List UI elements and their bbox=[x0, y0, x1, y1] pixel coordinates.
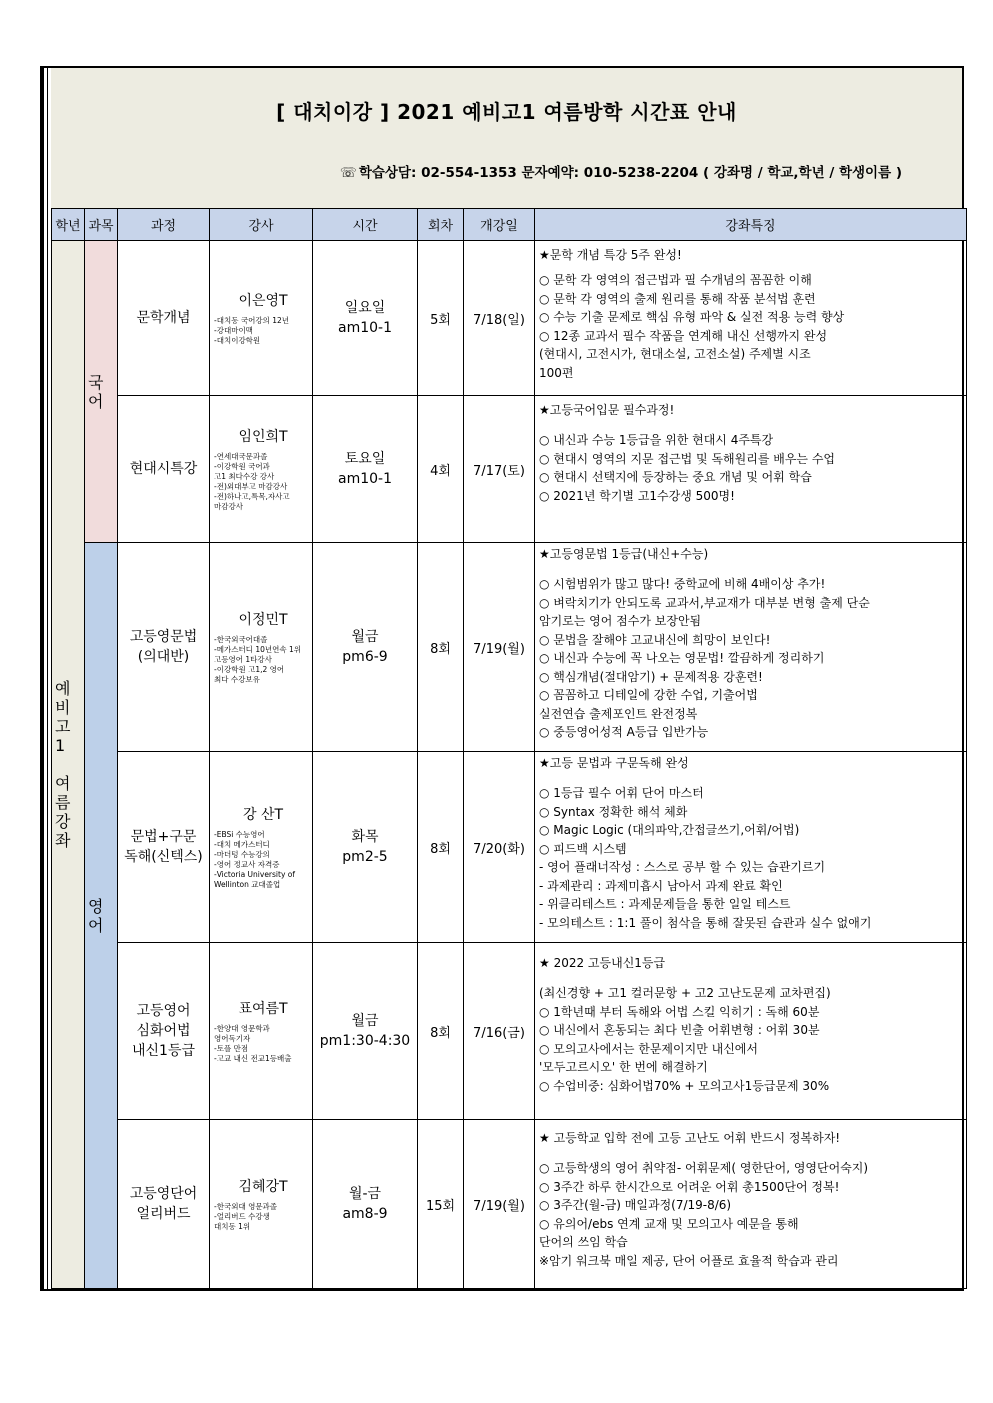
teacher-detail: -한양대 영문학과 영어독기자 -토플 만점 -고교 내신 전교1등배출 bbox=[214, 1024, 292, 1063]
start-date: 7/20(화) bbox=[464, 752, 535, 943]
teacher-name: 강 산T bbox=[242, 807, 284, 823]
course-name: 문학개념 bbox=[136, 310, 191, 326]
course-cell bbox=[118, 1120, 210, 1289]
feature-line: - 과제관리 : 과제미흡시 남아서 과제 완료 확인 bbox=[539, 878, 783, 893]
teacher-detail: -한국외국어대졸 -메가스터디 10년연속 1위 고등영어 1타강사 -이강학원 고1,2 영어 최다 수강보유 bbox=[214, 635, 301, 684]
course-name: 고등영문법 (의대반) bbox=[129, 629, 198, 665]
teacher-detail: -대치동 국어강의 12년 -강대마이맥 -대치이강학원 bbox=[214, 316, 289, 345]
col-header-start: 개강일 bbox=[464, 209, 535, 241]
teacher-name: 김혜강T bbox=[238, 1179, 288, 1195]
feature-line: ○ 현대시 영역의 지문 접근법 및 독해원리를 배우는 수업 bbox=[539, 451, 836, 466]
start-date: 7/16(금) bbox=[464, 943, 535, 1120]
subject-label-korean: 국 어 bbox=[88, 372, 104, 411]
course-cell bbox=[118, 543, 210, 752]
feature-line: ○ 12종 교과서 필수 작품을 연계해 내신 선행까지 완성 (현대시, 고전시가, 현대소설, 고전소설) 주제별 시조 100편 bbox=[539, 328, 828, 380]
subject-cell-english bbox=[85, 543, 118, 1289]
features-cell bbox=[535, 396, 967, 543]
feature-line: - 위클리테스트 : 과제문제들을 통한 일일 테스트 bbox=[539, 897, 791, 911]
teacher-name: 이은영T bbox=[238, 293, 288, 309]
subject-label-english: 영 어 bbox=[88, 896, 104, 935]
feature-line: - 영어 플래너작성 : 스스로 공부 할 수 있는 습관기르기 bbox=[539, 860, 826, 874]
feature-line: ○ 고등학생의 영어 취약점- 어휘문제( 영한단어, 영영단어숙지) bbox=[539, 1161, 869, 1175]
feature-line: ○ 내신과 수능 1등급을 위한 현대시 4주특강 bbox=[539, 433, 774, 447]
course-name: 문법+구문 독해(신텍스) bbox=[124, 829, 203, 865]
class-time: 토요일 am10-1 bbox=[338, 451, 392, 487]
phone-icon: ☏ bbox=[339, 165, 357, 181]
feature-line: ○ 중등영어성적 A등급 입반가능 bbox=[539, 725, 709, 739]
col-header-grade: 학년 bbox=[52, 209, 85, 241]
feature-headline: ★문학 개념 특강 5주 완성! bbox=[539, 248, 682, 262]
feature-line: (최신경향 + 고1 컬러문항 + 고2 고난도문제 교차편집) bbox=[539, 986, 831, 1000]
feature-line: ○ 현대시 선택지에 등장하는 중요 개념 및 어휘 학습 bbox=[539, 470, 812, 484]
contact-info bbox=[340, 161, 902, 181]
schedule-sheet bbox=[40, 66, 964, 1291]
feature-line: - 모의테스트 : 1:1 풀이 첨삭을 통해 잘못된 습관과 실수 없애기 bbox=[539, 915, 872, 930]
course-cell bbox=[118, 396, 210, 543]
col-header-course: 과정 bbox=[118, 209, 210, 241]
time-cell bbox=[313, 1120, 418, 1289]
course-name: 현대시특강 bbox=[129, 461, 198, 477]
feature-line: ○ 내신에서 혼동되는 최다 빈출 어휘변형 : 어휘 30분 bbox=[539, 1023, 820, 1037]
grade-cell bbox=[52, 241, 85, 1289]
feature-line: ○ 모의고사에서는 한문제이지만 내신에서 '모두고르시오' 한 번에 해결하기 bbox=[539, 1041, 758, 1074]
course-cell bbox=[118, 241, 210, 396]
schedule-table bbox=[51, 208, 967, 1289]
start-date: 7/18(일) bbox=[464, 241, 535, 396]
class-time: 월-금 am8-9 bbox=[342, 1186, 388, 1222]
col-header-teacher: 강사 bbox=[210, 209, 313, 241]
session-count: 15회 bbox=[418, 1120, 464, 1289]
teacher-cell bbox=[210, 1120, 313, 1289]
time-cell bbox=[313, 943, 418, 1120]
feature-headline: ★ 고등학교 입학 전에 고등 고난도 어휘 반드시 정복하자! bbox=[539, 1131, 841, 1145]
class-time: 월금 pm6-9 bbox=[342, 629, 388, 665]
session-count: 8회 bbox=[418, 943, 464, 1120]
session-count: 5회 bbox=[418, 241, 464, 396]
start-date: 7/19(월) bbox=[464, 543, 535, 752]
feature-headline: ★고등국어입문 필수과정! bbox=[539, 403, 675, 417]
features-cell bbox=[535, 543, 967, 752]
col-header-features: 강좌특징 bbox=[535, 209, 967, 241]
time-cell bbox=[313, 396, 418, 543]
feature-line: ○ Syntax 정확한 해석 체화 bbox=[539, 804, 688, 819]
feature-line: ○ 2021년 학기별 고1수강생 500명! bbox=[539, 488, 735, 503]
feature-headline: ★고등 문법과 구문독해 완성 bbox=[539, 756, 689, 770]
course-name: 고등영단어 얼리버드 bbox=[129, 1186, 198, 1222]
table-row bbox=[52, 543, 967, 752]
col-header-subject: 과목 bbox=[85, 209, 118, 241]
session-count: 8회 bbox=[418, 752, 464, 943]
header-banner bbox=[51, 68, 962, 210]
session-count: 4회 bbox=[418, 396, 464, 543]
teacher-cell bbox=[210, 396, 313, 543]
feature-headline: ★고등영문법 1등급(내신+수능) bbox=[539, 547, 709, 561]
teacher-name: 임인희T bbox=[238, 429, 288, 445]
features-cell bbox=[535, 1120, 967, 1289]
session-count: 8회 bbox=[418, 543, 464, 752]
time-cell bbox=[313, 543, 418, 752]
teacher-cell bbox=[210, 241, 313, 396]
course-cell bbox=[118, 752, 210, 943]
time-cell bbox=[313, 241, 418, 396]
subject-cell-korean bbox=[85, 241, 118, 543]
class-time: 화목 pm2-5 bbox=[342, 829, 388, 865]
col-header-time: 시간 bbox=[313, 209, 418, 241]
table-row bbox=[52, 241, 967, 396]
feature-line: ○ 벼락치기가 안되도록 교과서,부교재가 대부분 변형 출제 단순 암기로는 영어 점수가 보장안됨 bbox=[539, 595, 870, 628]
table-row bbox=[52, 1120, 967, 1289]
teacher-cell bbox=[210, 943, 313, 1120]
teacher-detail: -EBSi 수능영어 -대치 메가스터디 -마더텅 수능강의 -영어 정교사 자격증 -Victoria University of Wellinton 교대졸업 bbox=[214, 830, 296, 889]
table-header-row bbox=[52, 209, 967, 241]
feature-line: ○ 문학 각 영역의 출제 원리를 통해 작품 분석법 훈련 bbox=[539, 291, 816, 306]
feature-line: ○ 3주간(월-금) 매일과정(7/19-8/6) bbox=[539, 1198, 732, 1212]
table-row bbox=[52, 943, 967, 1120]
class-time: 월금 pm1:30-4:30 bbox=[319, 1013, 411, 1049]
features-cell bbox=[535, 943, 967, 1120]
feature-line: ○ 수업비중: 심화어법70% + 모의고사1등급문제 30% bbox=[539, 1078, 830, 1093]
table-row bbox=[52, 396, 967, 543]
feature-line: ○ Magic Logic (대의파악,간접글쓰기,어휘/어법) bbox=[539, 823, 800, 837]
feature-line: ○ 내신과 수능에 꼭 나오는 영문법! 깔끔하게 정리하기 bbox=[539, 651, 825, 665]
feature-line: ○ 피드백 시스템 bbox=[539, 841, 627, 856]
feature-line: ○ 유의어/ebs 연계 교재 및 모의고사 예문을 통해 단어의 쓰임 학습 ※암기 워크북 매일 제공, 단어 어플로 효율적 학습과 관리 bbox=[539, 1216, 839, 1268]
teacher-cell bbox=[210, 752, 313, 943]
feature-line: ○ 핵심개념(절대암기) + 문제적용 강훈련! bbox=[539, 669, 763, 684]
page-title: [ 대치이강 ] 2021 예비고1 여름방학 시간표 안내 bbox=[276, 100, 737, 124]
col-header-count: 회차 bbox=[418, 209, 464, 241]
course-name: 고등영어 심화어법 내신1등급 bbox=[131, 1003, 195, 1059]
teacher-detail: -한국외대 영문과졸 -얼리버드 수강생 대치동 1위 bbox=[214, 1202, 278, 1231]
class-time: 일요일 am10-1 bbox=[338, 300, 392, 336]
features-cell bbox=[535, 241, 967, 396]
features-cell bbox=[535, 752, 967, 943]
feature-line: ○ 1등급 필수 어휘 단어 마스터 bbox=[539, 786, 704, 800]
feature-line: ○ 문법을 잘해야 고교내신에 희망이 보인다! bbox=[539, 632, 771, 647]
feature-line: ○ 3주간 하루 한시간으로 어려운 어휘 총1500단어 정복! bbox=[539, 1179, 840, 1194]
table-row bbox=[52, 752, 967, 943]
teacher-detail: -연세대국문과졸 -이강학원 국어과 고1 최다수강 강사 -전)외대부고 마감강사 -전)하나고,특목,자사고 마감강사 bbox=[214, 452, 290, 511]
teacher-name: 표여름T bbox=[238, 1001, 288, 1017]
time-cell bbox=[313, 752, 418, 943]
feature-line: ○ 꼼꼼하고 디테일에 강한 수업, 기출어법 실전연습 출제포인트 완전정복 bbox=[539, 688, 758, 721]
feature-headline: ★ 2022 고등내신1등급 bbox=[539, 956, 666, 970]
feature-line: ○ 시험범위가 많고 많다! 중학교에 비해 4배이상 추가! bbox=[539, 577, 826, 591]
feature-line: ○ 수능 기출 문제로 핵심 유형 파악 & 실전 적용 능력 향상 bbox=[539, 310, 845, 324]
grade-label: 예 비 고 1 여 름 강 좌 bbox=[55, 679, 71, 850]
feature-line: ○ 1학년때 부터 독해와 어법 스킬 익히기 : 독해 60분 bbox=[539, 1004, 820, 1019]
feature-line: ○ 문학 각 영역의 접근법과 필 수개념의 꼼꼼한 이해 bbox=[539, 273, 812, 287]
teacher-name: 이정민T bbox=[238, 612, 288, 628]
teacher-cell bbox=[210, 543, 313, 752]
start-date: 7/17(토) bbox=[464, 396, 535, 543]
start-date: 7/19(월) bbox=[464, 1120, 535, 1289]
contact-text: 학습상담: 02-554-1353 문자예약: 010-5238-2204 ( 강좌명 / 학교,학년 / 학생이름 ) bbox=[358, 165, 902, 181]
course-cell bbox=[118, 943, 210, 1120]
